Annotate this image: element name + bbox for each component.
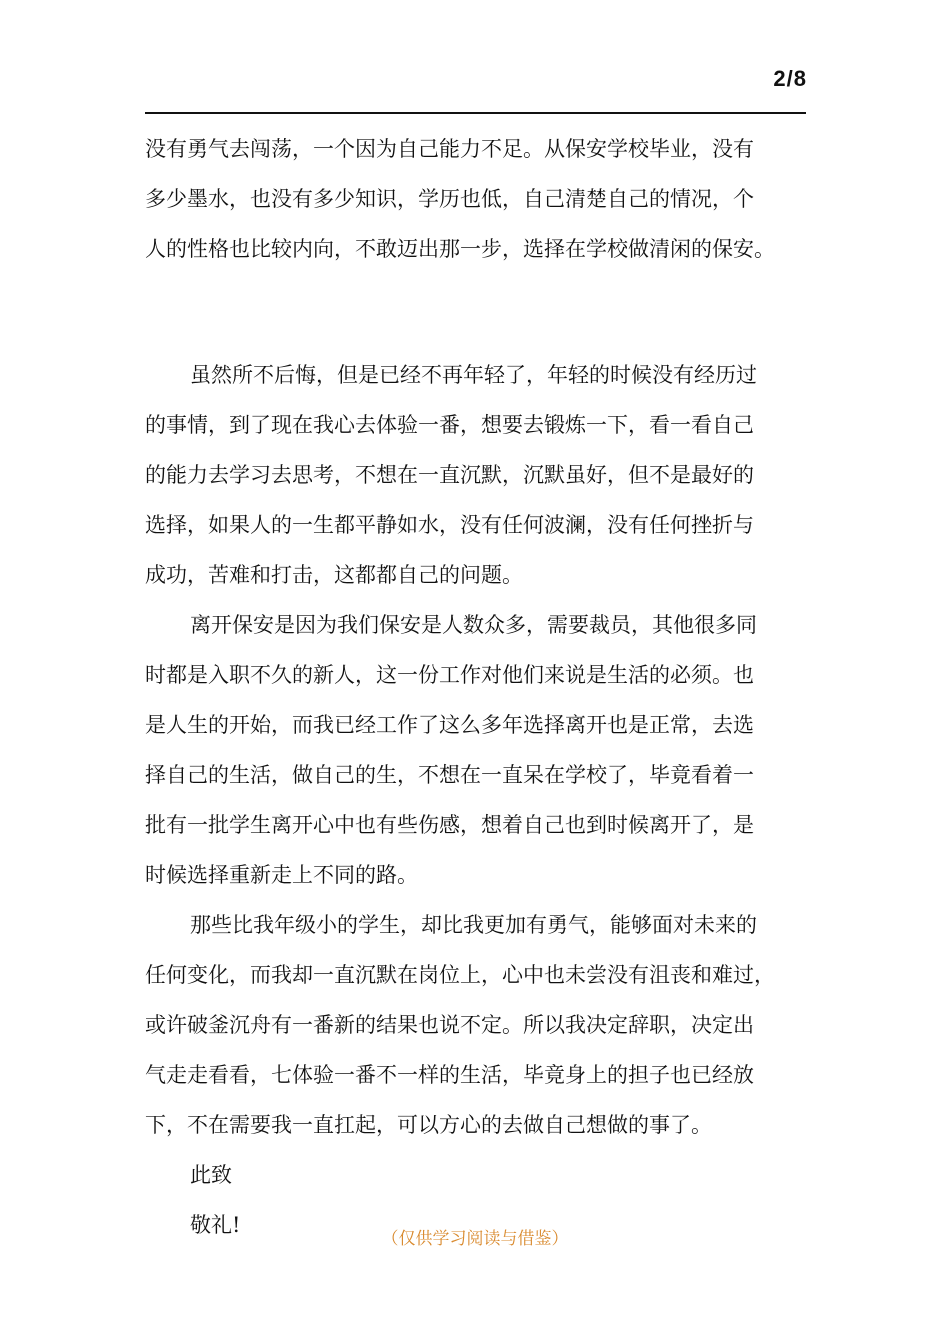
paragraph-line: 人的性格也比较内向，不敢迈出那一步，选择在学校做清闲的保安。 <box>145 237 775 261</box>
paragraph-line: 那些比我年级小的学生，却比我更加有勇气，能够面对未来的 <box>190 913 757 937</box>
document-body <box>145 124 825 1250</box>
footer-note: （仅供学习阅读与借鉴） <box>381 1229 569 1249</box>
paragraph-spacer <box>145 274 825 350</box>
paragraph-3 <box>145 600 825 900</box>
paragraph-1 <box>145 124 825 274</box>
paragraph-line: 多少墨水，也没有多少知识，学历也低，自己清楚自己的情况，个 <box>145 187 754 211</box>
closing-salutation: 此致 <box>190 1163 232 1187</box>
paragraph-line: 任何变化，而我却一直沉默在岗位上，心中也未尝没有沮丧和难过， <box>145 963 775 987</box>
paragraph-line: 时候选择重新走上不同的路。 <box>145 863 418 887</box>
paragraph-line: 或许破釜沉舟有一番新的结果也说不定。所以我决定辞职，决定出 <box>145 1013 754 1037</box>
paragraph-line: 择自己的生活，做自己的生，不想在一直呆在学校了，毕竟看着一 <box>145 763 754 787</box>
paragraph-line: 是人生的开始，而我已经工作了这么多年选择离开也是正常，去选 <box>145 713 754 737</box>
closing-regards: 敬礼! <box>190 1213 241 1237</box>
header-divider <box>145 112 806 114</box>
paragraph-line: 气走走看看，七体验一番不一样的生活，毕竟身上的担子也已经放 <box>145 1063 754 1087</box>
paragraph-2 <box>145 350 825 600</box>
paragraph-line: 批有一批学生离开心中也有些伤感，想着自己也到时候离开了，是 <box>145 813 754 837</box>
paragraph-line: 离开保安是因为我们保安是人数众多，需要裁员，其他很多同 <box>190 613 757 637</box>
paragraph-line: 没有勇气去闯荡，一个因为自己能力不足。从保安学校毕业，没有 <box>145 137 754 161</box>
paragraph-line: 的能力去学习去思考，不想在一直沉默，沉默虽好，但不是最好的 <box>145 463 754 487</box>
paragraph-4 <box>145 900 825 1150</box>
page-number: 2/8 <box>773 66 807 91</box>
paragraph-line: 虽然所不后悔，但是已经不再年轻了，年轻的时候没有经历过 <box>190 363 757 387</box>
paragraph-line: 时都是入职不久的新人，这一份工作对他们来说是生活的必须。也 <box>145 663 754 687</box>
paragraph-line: 成功，苦难和打击，这都都自己的问题。 <box>145 563 523 587</box>
paragraph-line: 下，不在需要我一直扛起，可以方心的去做自己想做的事了。 <box>145 1113 712 1137</box>
paragraph-line: 的事情，到了现在我心去体验一番，想要去锻炼一下，看一看自己 <box>145 413 754 437</box>
paragraph-line: 选择，如果人的一生都平静如水，没有任何波澜，没有任何挫折与 <box>145 513 754 537</box>
